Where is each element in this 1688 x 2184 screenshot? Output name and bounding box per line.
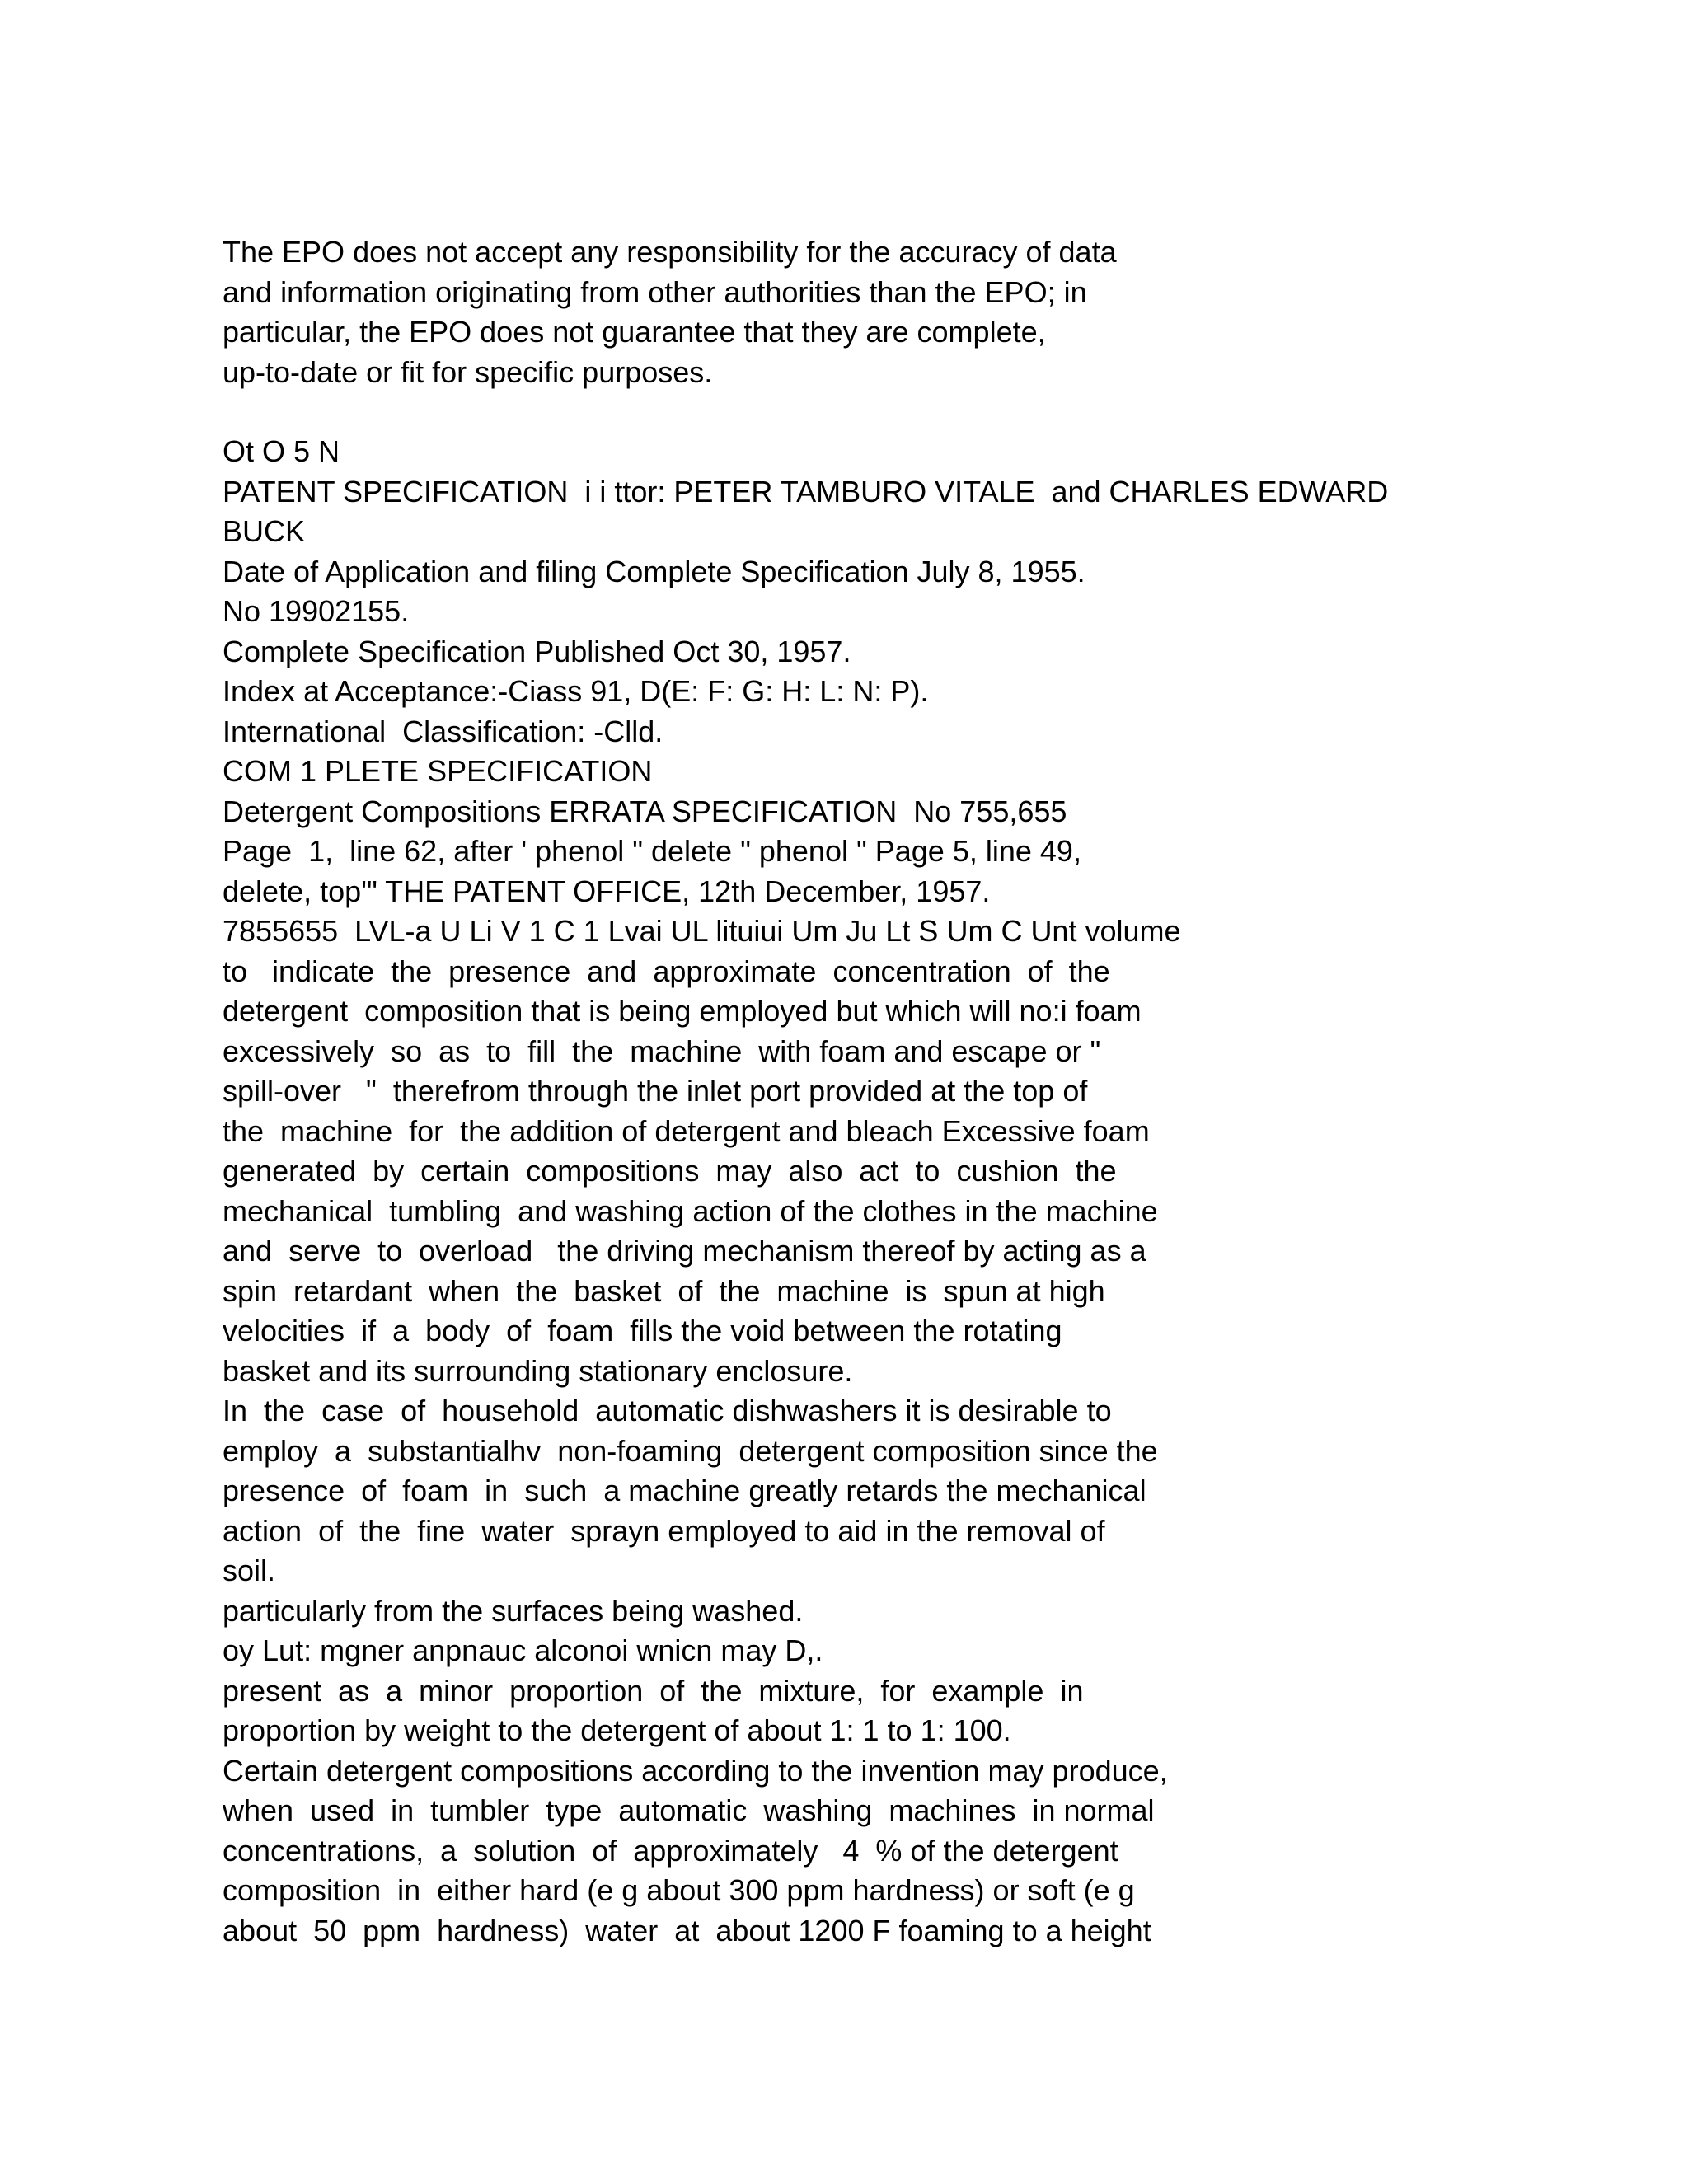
text-line: soil.: [223, 1554, 276, 1587]
text-line: excessively so as to fill the machine with foam and escape or ": [223, 1033, 1101, 1068]
text-line: In the case of household automatic dishwashers it is desirable to: [223, 1394, 1112, 1427]
text-line: velocities if a body of foam fills the void between the rotating: [223, 1314, 1062, 1347]
text-line: and serve to overload the driving mechanism thereof by acting as a: [223, 1234, 1146, 1268]
application-date: Date of Application and filing Complete Specification July 8, 1955.: [223, 554, 1085, 588]
text-line: generated by certain compositions may also act to cushion the: [223, 1154, 1117, 1188]
publication-date: Complete Specification Published Oct 30, 1957.: [223, 634, 851, 668]
text-line: composition in either hard (e g about 300 ppm hardness) or soft (e g: [223, 1873, 1135, 1907]
disclaimer-line: up-to-date or fit for specific purposes.: [223, 354, 713, 389]
epo-disclaimer: [223, 232, 1508, 392]
application-number: No 19902155.: [223, 594, 410, 628]
patent-specification-text: [223, 432, 1508, 1951]
errata-line: Page 1, line 62, after ' phenol " delete " phenol " Page 5, line 49,: [223, 834, 1081, 868]
errata-line: delete, top'" THE PATENT OFFICE, 12th December, 1957.: [223, 874, 991, 908]
text-line: particularly from the surfaces being washed.: [223, 1593, 804, 1628]
text-line: spin retardant when the basket of the machine is spun at high: [223, 1273, 1105, 1308]
document-title: Detergent Compositions ERRATA SPECIFICATION No 755,655: [223, 794, 1067, 828]
text-line: basket and its surrounding stationary enclosure.: [223, 1353, 853, 1388]
text-line: detergent composition that is being employed but which will no:i foam: [223, 994, 1142, 1028]
document-code: Ot O 5 N: [223, 434, 340, 468]
disclaimer-line: and information originating from other authorities than the EPO; in: [223, 274, 1087, 309]
text-line: present as a minor proportion of the mixture, for example in: [223, 1673, 1084, 1708]
text-line: concentrations, a solution of approximately 4 % of the detergent: [223, 1833, 1118, 1868]
text-line: Certain detergent compositions according to the invention may produce,: [223, 1753, 1168, 1788]
text-line: mechanical tumbling and washing action of the clothes in the machine: [223, 1193, 1158, 1228]
text-line: the machine for the addition of detergent and bleach Excessive foam: [223, 1113, 1150, 1148]
text-line: spill-over " therefrom through the inlet port provided at the top of: [223, 1074, 1088, 1108]
text-line: to indicate the presence and approximate concentration of the: [223, 954, 1110, 988]
text-line: 7855655 LVL-a U Li V 1 C 1 Lvai UL lituiui Um Ju Lt S Um C Unt volume: [223, 914, 1181, 948]
text-line: presence of foam in such a machine greatly retards the mechanical: [223, 1474, 1146, 1507]
disclaimer-line: The EPO does not accept any responsibility for the accuracy of data: [223, 235, 1117, 269]
patent-specification-heading: PATENT SPECIFICATION i i ttor: PETER TAMBURO VITALE and CHARLES EDWARD: [223, 474, 1389, 509]
text-line: proportion by weight to the detergent of about 1: 1 to 1: 100.: [223, 1713, 1011, 1747]
text-line: action of the fine water sprayn employed to aid in the removal of: [223, 1513, 1105, 1548]
text-line: employ a substantialhv non-foaming detergent composition since the: [223, 1433, 1158, 1468]
disclaimer-line: particular, the EPO does not guarantee that they are complete,: [223, 315, 1046, 349]
international-classification: International Classification: -Clld.: [223, 714, 663, 748]
text-line: oy Lut: mgner anpnauc alconoi wnicn may D,.: [223, 1633, 823, 1667]
text-line: when used in tumbler type automatic washing machines in normal: [223, 1793, 1155, 1827]
index-at-acceptance: Index at Acceptance:-Ciass 91, D(E: F: G: H: L: N: P).: [223, 674, 929, 708]
complete-specification-heading: COM 1 PLETE SPECIFICATION: [223, 754, 653, 788]
text-line: about 50 ppm hardness) water at about 1200 F foaming to a height: [223, 1913, 1151, 1947]
inventor-name-continued: BUCK: [223, 514, 306, 548]
